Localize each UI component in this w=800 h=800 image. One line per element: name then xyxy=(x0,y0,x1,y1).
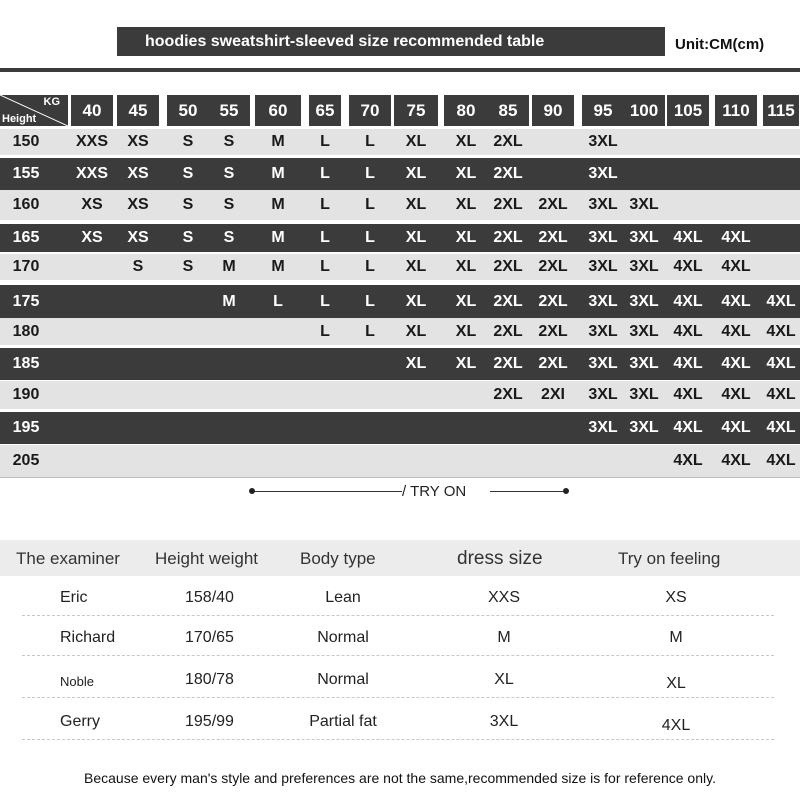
divider xyxy=(0,68,800,72)
size-cell: M xyxy=(271,229,285,246)
size-cell: M xyxy=(271,133,285,150)
size-cell: 3XL xyxy=(629,355,659,372)
row-divider xyxy=(22,655,774,656)
size-cell: XS xyxy=(127,229,149,246)
header-examiner: The examiner xyxy=(16,549,120,568)
body-type-value: Normal xyxy=(317,629,369,646)
size-cell: XL xyxy=(455,355,477,372)
size-cell: 4XL xyxy=(721,323,751,340)
height-cell: 180 xyxy=(12,323,40,340)
size-cell: S xyxy=(223,165,235,182)
weight-header-cell: 85 xyxy=(487,95,529,126)
size-row xyxy=(0,412,800,444)
size-cell: L xyxy=(365,133,375,150)
corner-header xyxy=(0,95,68,126)
size-cell: 4XL xyxy=(673,386,703,403)
dress-size-value: M xyxy=(497,629,511,646)
size-cell: 3XL xyxy=(588,323,618,340)
size-row xyxy=(0,445,800,477)
height-cell: 155 xyxy=(12,165,40,182)
size-row xyxy=(0,348,800,380)
unit-label: Unit:CM(cm) xyxy=(675,36,765,53)
size-cell: 4XL xyxy=(673,323,703,340)
dress-size-value: XL xyxy=(494,671,514,688)
size-cell: 3XL xyxy=(588,419,618,436)
size-cell: 3XL xyxy=(588,258,618,275)
height-cell: 165 xyxy=(12,229,40,246)
size-cell: 2XL xyxy=(538,258,568,275)
size-cell: 4XL xyxy=(673,419,703,436)
dress-size-value: XXS xyxy=(487,589,520,606)
dot-icon xyxy=(249,488,255,494)
size-cell: XL xyxy=(455,293,477,310)
size-cell: 2XL xyxy=(493,258,523,275)
size-cell: S xyxy=(223,229,235,246)
corner-kg-label: KG xyxy=(43,96,60,108)
examiner-name: Richard xyxy=(60,629,116,646)
height-weight-value: 170/65 xyxy=(185,629,234,646)
size-cell: XS xyxy=(127,165,149,182)
divider xyxy=(0,477,800,478)
size-cell: L xyxy=(273,293,283,310)
size-cell: M xyxy=(271,196,285,213)
size-cell: XS xyxy=(81,196,103,213)
size-cell: L xyxy=(320,196,330,213)
size-cell: XXS xyxy=(75,133,108,150)
body-type-value: Partial fat xyxy=(309,713,377,730)
size-cell: M xyxy=(271,258,285,275)
size-cell: XL xyxy=(455,258,477,275)
weight-header-cell: 60 xyxy=(255,95,301,126)
size-cell: L xyxy=(365,229,375,246)
try-on-label: / TRY ON xyxy=(402,483,467,500)
header-height-weight: Height weight xyxy=(155,549,259,568)
size-cell: 4XL xyxy=(673,452,703,469)
size-cell: XL xyxy=(405,133,427,150)
size-cell: XL xyxy=(455,196,477,213)
try-on-feeling-value: M xyxy=(669,629,683,646)
examiner-name: Eric xyxy=(60,589,88,606)
size-cell: M xyxy=(271,165,285,182)
footer-note: Because every man's style and preferences are not the same,recommended size is for reference only. xyxy=(84,770,716,786)
size-cell: L xyxy=(365,258,375,275)
size-cell: 4XL xyxy=(721,293,751,310)
size-cell: S xyxy=(223,196,235,213)
size-cell: XS xyxy=(127,196,149,213)
size-cell: L xyxy=(320,258,330,275)
size-cell: L xyxy=(320,293,330,310)
weight-header-cell: 45 xyxy=(117,95,159,126)
size-cell: 4XL xyxy=(721,386,751,403)
try-on-feeling-value: XL xyxy=(666,675,686,692)
height-weight-value: 195/99 xyxy=(185,713,234,730)
weight-header-cell: 50 xyxy=(167,95,209,126)
size-cell: S xyxy=(182,229,194,246)
height-weight-value: 158/40 xyxy=(185,589,234,606)
height-weight-value: 180/78 xyxy=(185,671,234,688)
height-cell: 195 xyxy=(12,419,40,436)
body-type-value: Lean xyxy=(325,589,361,606)
size-cell: 2XL xyxy=(493,355,523,372)
size-cell: L xyxy=(320,229,330,246)
size-cell: S xyxy=(223,133,235,150)
header-try-on-feeling: Try on feeling xyxy=(618,549,721,568)
size-cell: 4XL xyxy=(721,229,751,246)
size-cell: L xyxy=(365,196,375,213)
size-cell: 4XL xyxy=(673,355,703,372)
height-cell: 170 xyxy=(12,258,40,275)
size-cell: 2XL xyxy=(493,229,523,246)
size-cell: XL xyxy=(405,165,427,182)
size-cell: XL xyxy=(455,133,477,150)
size-cell: XXS xyxy=(75,165,108,182)
try-on-feeling-value: 4XL xyxy=(661,717,691,734)
weight-header-cell: 105 xyxy=(667,95,709,126)
size-cell: L xyxy=(320,165,330,182)
size-cell: 3XL xyxy=(629,323,659,340)
size-cell: 2XL xyxy=(538,196,568,213)
dress-size-value: 3XL xyxy=(489,713,519,730)
row-divider xyxy=(22,615,774,616)
dot-icon xyxy=(563,488,569,494)
size-cell: XL xyxy=(405,229,427,246)
size-cell: 3XL xyxy=(588,386,618,403)
try-on-feeling-value: XS xyxy=(665,589,687,606)
size-cell: 2XL xyxy=(493,133,523,150)
size-cell: M xyxy=(222,293,236,310)
size-row xyxy=(0,158,800,190)
examiner-name: Gerry xyxy=(60,713,100,730)
size-cell: XL xyxy=(405,293,427,310)
weight-header-cell: 90 xyxy=(532,95,574,126)
weight-header-cell: 95 xyxy=(582,95,624,126)
weight-header-cell: 65 xyxy=(309,95,341,126)
row-divider xyxy=(22,739,774,740)
examiner-name: Noble xyxy=(60,674,94,689)
size-cell: 3XL xyxy=(588,133,618,150)
size-cell: 2XL xyxy=(538,355,568,372)
size-cell: 4XL xyxy=(673,293,703,310)
size-cell: 3XL xyxy=(629,419,659,436)
size-row xyxy=(0,129,800,155)
size-cell: 4XL xyxy=(766,355,796,372)
size-cell: XL xyxy=(455,165,477,182)
size-cell: S xyxy=(182,165,194,182)
size-cell: 2XL xyxy=(493,386,523,403)
size-cell: 2XL xyxy=(538,323,568,340)
size-cell: 3XL xyxy=(588,196,618,213)
weight-header-cell: 40 xyxy=(71,95,113,126)
size-cell: S xyxy=(182,133,194,150)
size-cell: 2XL xyxy=(493,165,523,182)
height-cell: 150 xyxy=(12,133,40,150)
size-cell: 2XL xyxy=(493,196,523,213)
size-cell: 2XL xyxy=(538,229,568,246)
size-cell: 4XL xyxy=(766,419,796,436)
size-row xyxy=(0,190,800,220)
size-cell: L xyxy=(320,133,330,150)
size-cell: 4XL xyxy=(766,323,796,340)
size-cell: XL xyxy=(405,196,427,213)
size-cell: 2XL xyxy=(538,293,568,310)
weight-header-cell: 55 xyxy=(208,95,250,126)
size-cell: 4XL xyxy=(721,419,751,436)
height-cell: 190 xyxy=(12,386,40,403)
size-row xyxy=(0,285,800,318)
size-cell: XS xyxy=(81,229,103,246)
weight-header-cell: 70 xyxy=(349,95,391,126)
size-cell: 2XL xyxy=(493,323,523,340)
weight-header-cell: 115 xyxy=(763,95,799,126)
size-cell: 3XL xyxy=(588,355,618,372)
size-cell: 3XL xyxy=(629,386,659,403)
size-cell: 3XL xyxy=(629,293,659,310)
weight-header-cell: 75 xyxy=(394,95,438,126)
size-cell: 4XL xyxy=(721,452,751,469)
body-type-value: Normal xyxy=(317,671,369,688)
corner-height-label: Height xyxy=(2,113,37,125)
table-title: hoodies sweatshirt-sleeved size recommended table xyxy=(117,27,665,56)
weight-header-cell: 80 xyxy=(444,95,488,126)
size-row xyxy=(0,318,800,345)
size-cell: L xyxy=(365,165,375,182)
height-cell: 175 xyxy=(12,293,40,310)
size-row xyxy=(0,381,800,409)
size-cell: 4XL xyxy=(673,229,703,246)
size-cell: 4XL xyxy=(766,386,796,403)
size-cell: L xyxy=(365,323,375,340)
size-cell: S xyxy=(132,258,144,275)
size-row xyxy=(0,254,800,280)
size-cell: M xyxy=(222,258,236,275)
size-row xyxy=(0,224,800,252)
header-dress-size: dress size xyxy=(457,548,543,569)
size-cell: 4XL xyxy=(721,258,751,275)
size-cell: 4XL xyxy=(766,452,796,469)
height-cell: 160 xyxy=(12,196,40,213)
size-cell: XL xyxy=(405,355,427,372)
row-divider xyxy=(22,697,774,698)
size-cell: 3XL xyxy=(629,229,659,246)
size-cell: XS xyxy=(127,133,149,150)
divider xyxy=(490,491,566,492)
size-cell: 4XL xyxy=(766,293,796,310)
size-cell: 3XL xyxy=(629,258,659,275)
size-cell: XL xyxy=(455,323,477,340)
size-cell: 2XL xyxy=(493,293,523,310)
size-cell: 3XL xyxy=(629,196,659,213)
size-cell: XL xyxy=(455,229,477,246)
divider xyxy=(252,491,402,492)
size-cell: 4XL xyxy=(721,355,751,372)
size-cell: 4XL xyxy=(673,258,703,275)
weight-header-cell: 100 xyxy=(623,95,665,126)
height-cell: 185 xyxy=(12,355,40,372)
weight-header-cell: 110 xyxy=(715,95,757,126)
size-cell: 3XL xyxy=(588,165,618,182)
size-cell: S xyxy=(182,196,194,213)
height-cell: 205 xyxy=(12,452,40,469)
size-cell: 3XL xyxy=(588,229,618,246)
size-cell: XL xyxy=(405,258,427,275)
size-cell: 3XL xyxy=(588,293,618,310)
size-cell: L xyxy=(365,293,375,310)
size-cell: 2XI xyxy=(540,386,565,403)
size-cell: XL xyxy=(405,323,427,340)
size-cell: L xyxy=(320,323,330,340)
size-cell: S xyxy=(182,258,194,275)
header-body-type: Body type xyxy=(300,549,376,568)
